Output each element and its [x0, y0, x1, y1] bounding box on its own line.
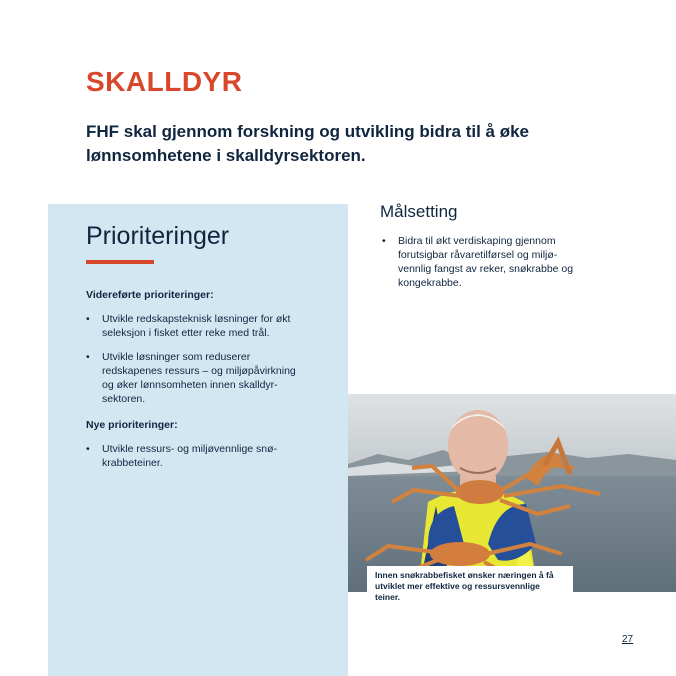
list-item-text: Bidra til økt verdiskaping gjennom forutsigbar råvaretilførsel og miljø-vennlig fangst av reker, snøkrabbe og kongekrabbe. — [398, 235, 574, 289]
list-item — [382, 234, 578, 290]
priorities-panel — [48, 204, 348, 676]
bullet-icon: • — [86, 351, 90, 363]
goal-list — [382, 234, 578, 300]
list-item — [86, 312, 306, 340]
priorities-body — [86, 288, 306, 482]
list-item-text: Utvikle løsninger som reduserer redskapenes ressurs – og miljøpåvirkning og øker lønnsomheten innen skalldyr-sektoren. — [102, 351, 296, 405]
bullet-icon: • — [86, 443, 90, 455]
new-priorities-heading: Nye prioriteringer: — [86, 419, 178, 431]
list-item — [86, 350, 306, 406]
fisherman-snow-crab-photo — [348, 394, 676, 592]
priorities-title: Prioriteringer — [86, 222, 230, 250]
title-underline — [86, 260, 154, 264]
list-item-text: Utvikle ressurs- og miljøvennlige snø-krabbeteiner. — [102, 443, 278, 469]
bullet-icon: • — [382, 235, 386, 247]
continued-priorities-heading: Videreførte prioriteringer: — [86, 289, 214, 301]
page-number: 27 — [622, 634, 634, 645]
list-item-text: Utvikle redskapsteknisk løsninger for økt seleksjon i fisket etter reke med trål. — [102, 313, 291, 339]
photo-caption: Innen snøkrabbefisket ønsker næringen å få utviklet mer effektive og ressursvennlige teiner. — [367, 566, 573, 607]
list-item — [86, 442, 306, 470]
new-priorities-list — [86, 442, 306, 470]
goal-title: Målsetting — [380, 202, 458, 221]
intro-text: FHF skal gjennom forskning og utvikling bidra til å øke lønnsomhetene i skalldyrsektoren. — [86, 122, 529, 165]
continued-priorities-list — [86, 312, 306, 406]
page-title: SKALLDYR — [86, 66, 243, 97]
bullet-icon: • — [86, 313, 90, 325]
